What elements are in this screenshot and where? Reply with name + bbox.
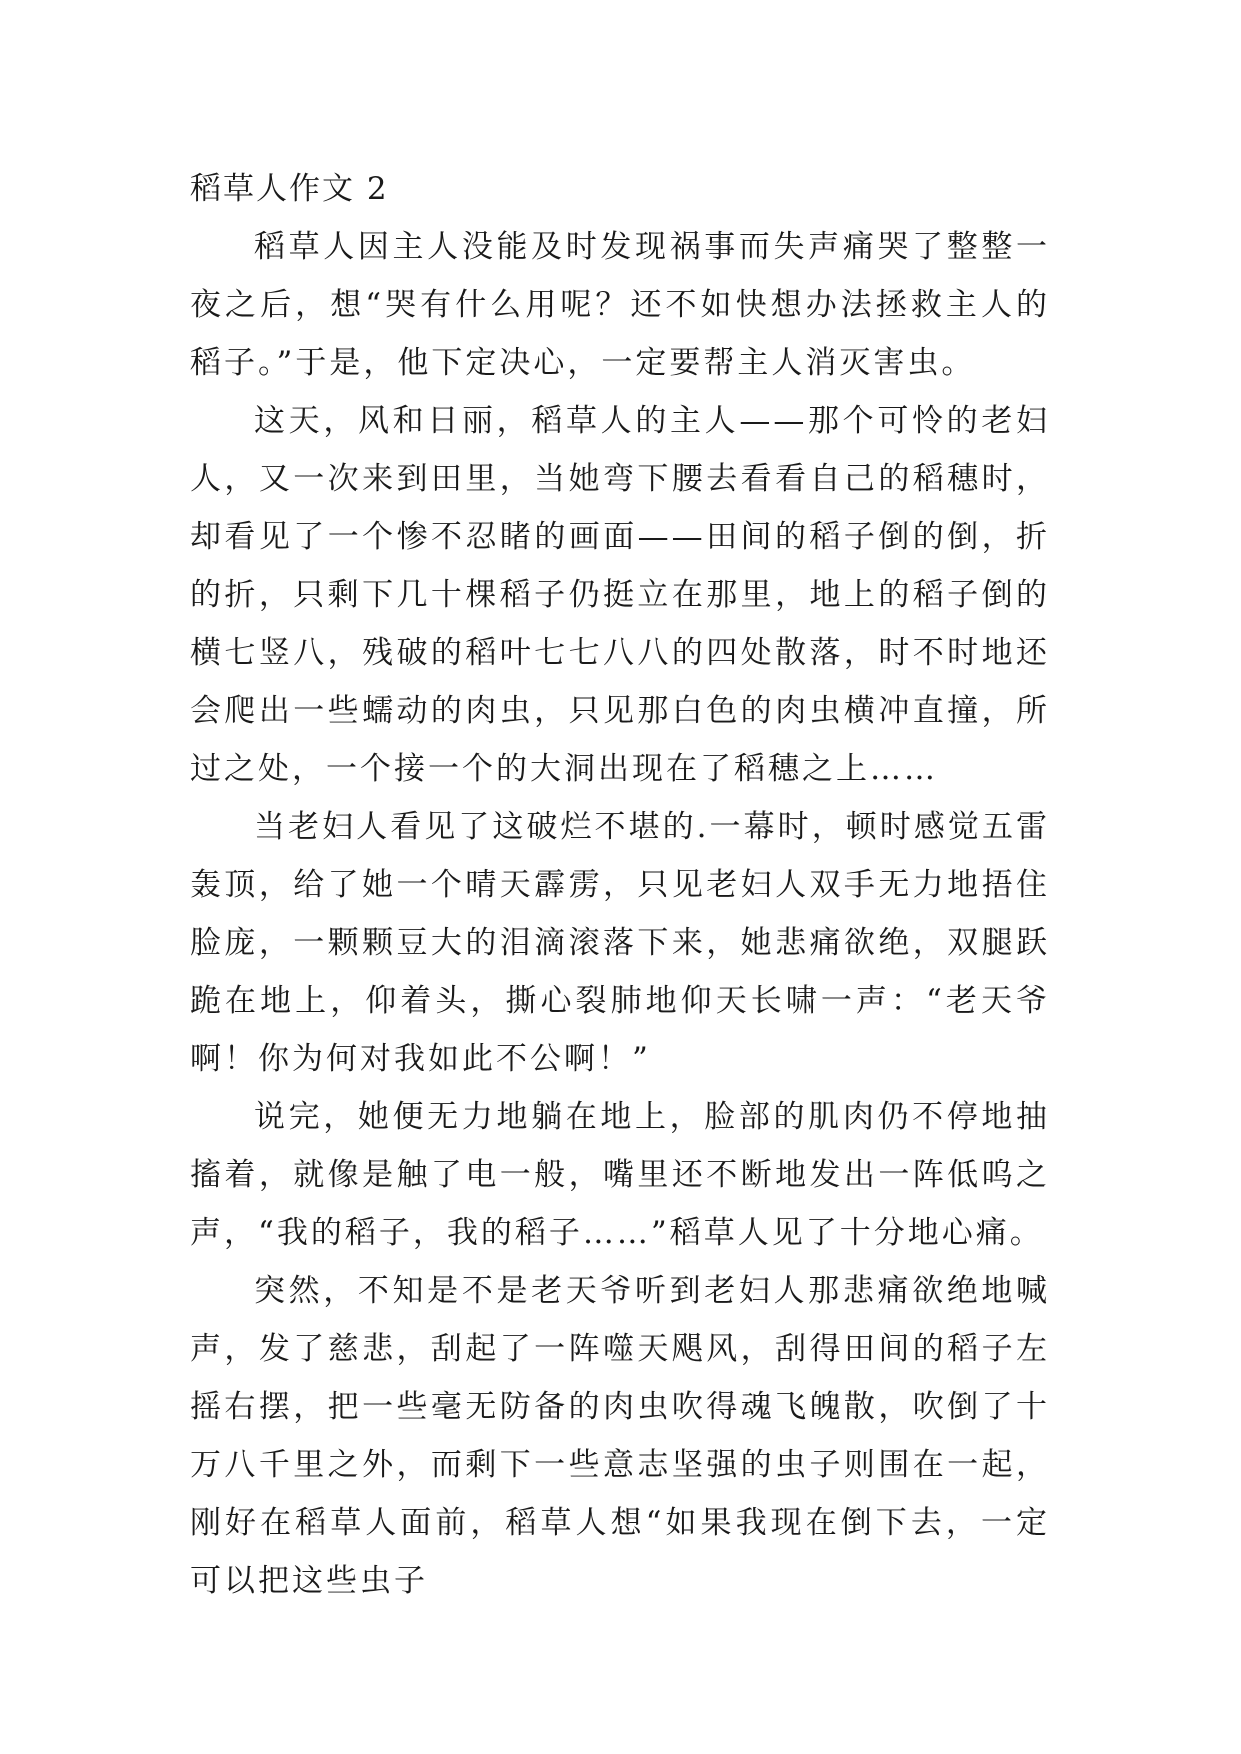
document-body (190, 160, 1050, 1610)
document-title: 稻草人作文 2 (190, 171, 389, 207)
paragraph-2: 这天，风和日丽，稻草人的主人——那个可怜的老妇人，又一次来到田里，当她弯下腰去看看自己的稻穗时，却看见了一个惨不忍睹的画面——田间的稻子倒的倒，折的折，只剩下几十棵稻子仍挺立在那里，地上的稻子倒的横七竖八，残破的稻叶七七八八的四处散落，时不时地还会爬出一些蠕动的肉虫，只见那白色的肉虫横冲直撞，所过之处，一个接一个的大洞出现在了稻穗之上…… (190, 403, 1050, 787)
paragraph-3: 当老妇人看见了这破烂不堪的.一幕时，顿时感觉五雷轰顶，给了她一个晴天霹雳，只见老妇人双手无力地捂住脸庞，一颗颗豆大的泪滴滚落下来，她悲痛欲绝，双腿跃跪在地上，仰着头，撕心裂肺地仰天长啸一声：“老天爷啊！你为何对我如此不公啊！” (190, 809, 1050, 1077)
paragraph-5: 突然，不知是不是老天爷听到老妇人那悲痛欲绝地喊声，发了慈悲，刮起了一阵噬天飓风，刮得田间的稻子左摇右摆，把一些毫无防备的肉虫吹得魂飞魄散，吹倒了十万八千里之外，而剩下一些意志坚强的虫子则围在一起，刚好在稻草人面前，稻草人想“如果我现在倒下去，一定可以把这些虫子 (190, 1273, 1050, 1599)
paragraph-4: 说完，她便无力地躺在地上，脸部的肌肉仍不停地抽搐着，就像是触了电一般，嘴里还不断地发出一阵低呜之声，“我的稻子，我的稻子……”稻草人见了十分地心痛。 (190, 1099, 1050, 1251)
paragraph-1: 稻草人因主人没能及时发现祸事而失声痛哭了整整一夜之后，想“哭有什么用呢？还不如快想办法拯救主人的稻子。”于是，他下定决心，一定要帮主人消灭害虫。 (190, 229, 1050, 381)
